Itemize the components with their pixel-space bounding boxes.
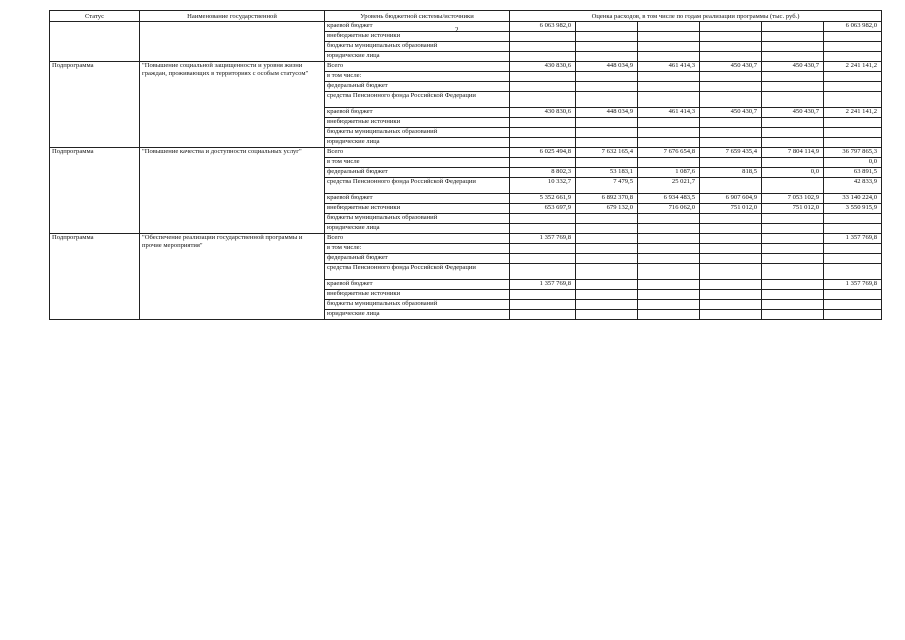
value-cell — [576, 254, 638, 264]
value-cell — [510, 214, 576, 224]
value-cell: 6 063 982,0 — [510, 22, 576, 32]
section-name: "Обеспечение реализации государственной программы и прочие мероприятия" — [140, 234, 325, 320]
value-cell — [576, 32, 638, 42]
value-cell — [510, 158, 576, 168]
value-cell — [700, 300, 762, 310]
value-cell — [576, 42, 638, 52]
value-cell — [638, 244, 700, 254]
value-cell — [638, 264, 700, 280]
value-cell — [824, 138, 882, 148]
value-cell — [700, 254, 762, 264]
value-cell — [762, 254, 824, 264]
value-cell: 7 632 165,4 — [576, 148, 638, 158]
row-label: краевой бюджет — [325, 22, 510, 32]
value-cell: 716 062,0 — [638, 204, 700, 214]
value-cell — [510, 300, 576, 310]
row-label: в том числе — [325, 158, 510, 168]
table-body — [50, 22, 882, 320]
value-cell — [576, 52, 638, 62]
value-cell: 1 357 769,8 — [824, 280, 882, 290]
value-cell — [576, 310, 638, 320]
page-number: 2 — [455, 26, 459, 34]
value-cell — [762, 138, 824, 148]
value-cell — [510, 118, 576, 128]
value-cell — [762, 300, 824, 310]
section-name — [140, 22, 325, 62]
value-cell — [638, 42, 700, 52]
value-cell: 1 087,6 — [638, 168, 700, 178]
value-cell — [700, 244, 762, 254]
value-cell — [576, 280, 638, 290]
section-status: Подпрограмма — [50, 234, 140, 320]
section-name: "Повышение социальной защищенности и уровня жизни граждан, проживающих в территориях с особым статусом" — [140, 62, 325, 148]
value-cell — [510, 290, 576, 300]
value-cell — [510, 244, 576, 254]
value-cell: 25 021,7 — [638, 178, 700, 194]
row-label: федеральный бюджет — [325, 254, 510, 264]
table-row — [50, 148, 882, 158]
value-cell — [638, 300, 700, 310]
value-cell — [762, 290, 824, 300]
value-cell — [762, 214, 824, 224]
value-cell — [576, 224, 638, 234]
value-cell — [638, 72, 700, 82]
value-cell — [510, 52, 576, 62]
row-label: краевой бюджет — [325, 280, 510, 290]
header-estimate: Оценка расходов, в том числе по годам реализации программы (тыс. руб.) — [510, 11, 882, 22]
value-cell — [700, 290, 762, 300]
value-cell — [762, 244, 824, 254]
value-cell — [510, 138, 576, 148]
value-cell — [576, 22, 638, 32]
value-cell — [700, 92, 762, 108]
value-cell — [576, 82, 638, 92]
value-cell — [762, 72, 824, 82]
value-cell — [510, 82, 576, 92]
value-cell: 751 012,0 — [700, 204, 762, 214]
row-label: краевой бюджет — [325, 108, 510, 118]
value-cell: 42 833,9 — [824, 178, 882, 194]
row-label: средства Пенсионного фонда Российской Федерации — [325, 264, 510, 280]
row-label: Всего — [325, 62, 510, 72]
value-cell — [576, 138, 638, 148]
value-cell — [824, 264, 882, 280]
row-label: краевой бюджет — [325, 194, 510, 204]
value-cell — [700, 52, 762, 62]
value-cell — [638, 224, 700, 234]
value-cell — [824, 290, 882, 300]
value-cell — [510, 310, 576, 320]
value-cell — [824, 52, 882, 62]
table-row — [50, 234, 882, 244]
value-cell: 0,0 — [762, 168, 824, 178]
value-cell: 2 241 141,2 — [824, 62, 882, 72]
row-label: юридические лица — [325, 138, 510, 148]
value-cell: 448 034,9 — [576, 108, 638, 118]
value-cell — [510, 72, 576, 82]
value-cell — [700, 264, 762, 280]
value-cell: 430 830,6 — [510, 108, 576, 118]
value-cell — [824, 92, 882, 108]
section-name: "Повышение качества и доступности социальных услуг" — [140, 148, 325, 234]
value-cell — [638, 280, 700, 290]
value-cell — [700, 32, 762, 42]
value-cell — [638, 158, 700, 168]
value-cell: 8 802,3 — [510, 168, 576, 178]
value-cell — [762, 22, 824, 32]
value-cell: 7 659 435,4 — [700, 148, 762, 158]
value-cell — [510, 92, 576, 108]
value-cell: 0,0 — [824, 158, 882, 168]
value-cell: 6 907 604,9 — [700, 194, 762, 204]
value-cell — [576, 300, 638, 310]
table-row — [50, 62, 882, 72]
section-status: Подпрограмма — [50, 148, 140, 234]
value-cell — [762, 280, 824, 290]
value-cell — [762, 310, 824, 320]
row-label: юридические лица — [325, 224, 510, 234]
row-label: в том числе: — [325, 244, 510, 254]
value-cell: 653 697,9 — [510, 204, 576, 214]
value-cell — [824, 82, 882, 92]
value-cell: 6 892 370,8 — [576, 194, 638, 204]
row-label: юридические лица — [325, 52, 510, 62]
value-cell: 3 550 915,9 — [824, 204, 882, 214]
value-cell — [510, 264, 576, 280]
row-label: в том числе: — [325, 72, 510, 82]
value-cell: 36 797 865,3 — [824, 148, 882, 158]
value-cell — [762, 128, 824, 138]
value-cell — [576, 72, 638, 82]
table-row — [50, 22, 882, 32]
value-cell — [510, 32, 576, 42]
value-cell: 461 414,3 — [638, 108, 700, 118]
value-cell — [576, 214, 638, 224]
value-cell: 10 332,7 — [510, 178, 576, 194]
value-cell — [762, 234, 824, 244]
value-cell — [576, 92, 638, 108]
value-cell — [700, 42, 762, 52]
value-cell — [700, 82, 762, 92]
value-cell: 448 034,9 — [576, 62, 638, 72]
value-cell — [510, 128, 576, 138]
value-cell — [638, 128, 700, 138]
value-cell — [700, 72, 762, 82]
value-cell — [762, 118, 824, 128]
value-cell — [700, 118, 762, 128]
value-cell: 7 804 114,9 — [762, 148, 824, 158]
value-cell: 818,5 — [700, 168, 762, 178]
value-cell — [576, 118, 638, 128]
value-cell — [700, 158, 762, 168]
value-cell: 7 053 102,9 — [762, 194, 824, 204]
value-cell: 2 241 141,2 — [824, 108, 882, 118]
value-cell — [700, 22, 762, 32]
value-cell — [824, 300, 882, 310]
row-label: средства Пенсионного фонда Российской Федерации — [325, 92, 510, 108]
row-label: бюджеты муниципальных образований — [325, 128, 510, 138]
row-label: федеральный бюджет — [325, 82, 510, 92]
row-label: Всего — [325, 148, 510, 158]
row-label: бюджеты муниципальных образований — [325, 42, 510, 52]
section-status — [50, 22, 140, 62]
value-cell — [638, 22, 700, 32]
value-cell — [824, 32, 882, 42]
row-label: внебюджетные источники — [325, 32, 510, 42]
value-cell — [638, 52, 700, 62]
value-cell — [824, 128, 882, 138]
value-cell — [700, 310, 762, 320]
value-cell — [700, 128, 762, 138]
value-cell: 6 063 982,0 — [824, 22, 882, 32]
value-cell — [762, 264, 824, 280]
value-cell: 1 357 769,8 — [510, 234, 576, 244]
row-label: Всего — [325, 234, 510, 244]
value-cell — [824, 118, 882, 128]
value-cell — [638, 32, 700, 42]
value-cell — [576, 128, 638, 138]
value-cell: 679 132,0 — [576, 204, 638, 214]
row-label: федеральный бюджет — [325, 168, 510, 178]
value-cell — [824, 214, 882, 224]
value-cell — [762, 32, 824, 42]
value-cell: 6 025 494,8 — [510, 148, 576, 158]
value-cell: 1 357 769,8 — [510, 280, 576, 290]
row-label: бюджеты муниципальных образований — [325, 300, 510, 310]
value-cell: 450 430,7 — [762, 108, 824, 118]
header-name: Наименование государственной — [140, 11, 325, 22]
header-level: Уровень бюджетной системы/источники — [325, 11, 510, 22]
value-cell: 63 891,5 — [824, 168, 882, 178]
value-cell: 33 140 224,0 — [824, 194, 882, 204]
value-cell — [762, 82, 824, 92]
value-cell — [638, 92, 700, 108]
value-cell — [700, 280, 762, 290]
value-cell — [638, 82, 700, 92]
value-cell — [762, 92, 824, 108]
row-label: внебюджетные источники — [325, 290, 510, 300]
value-cell: 450 430,7 — [762, 62, 824, 72]
value-cell — [762, 158, 824, 168]
row-label: юридические лица — [325, 310, 510, 320]
value-cell — [700, 138, 762, 148]
value-cell — [762, 178, 824, 194]
value-cell — [700, 224, 762, 234]
value-cell — [824, 310, 882, 320]
value-cell — [824, 72, 882, 82]
value-cell — [762, 224, 824, 234]
value-cell: 751 012,0 — [762, 204, 824, 214]
value-cell: 5 352 661,9 — [510, 194, 576, 204]
value-cell — [762, 52, 824, 62]
value-cell — [576, 244, 638, 254]
value-cell: 1 357 769,8 — [824, 234, 882, 244]
value-cell: 53 183,1 — [576, 168, 638, 178]
value-cell: 430 830,6 — [510, 62, 576, 72]
value-cell — [576, 264, 638, 280]
value-cell — [824, 224, 882, 234]
value-cell: 7 676 654,8 — [638, 148, 700, 158]
value-cell — [510, 42, 576, 52]
value-cell — [638, 214, 700, 224]
value-cell — [576, 234, 638, 244]
value-cell — [700, 214, 762, 224]
row-label: внебюджетные источники — [325, 118, 510, 128]
row-label: средства Пенсионного фонда Российской Федерации — [325, 178, 510, 194]
row-label: бюджеты муниципальных образований — [325, 214, 510, 224]
value-cell — [700, 234, 762, 244]
value-cell — [510, 224, 576, 234]
value-cell: 6 934 483,5 — [638, 194, 700, 204]
value-cell: 450 430,7 — [700, 108, 762, 118]
value-cell — [638, 290, 700, 300]
row-label: внебюджетные источники — [325, 204, 510, 214]
header-status: Статус — [50, 11, 140, 22]
value-cell — [638, 234, 700, 244]
value-cell — [638, 118, 700, 128]
value-cell — [638, 138, 700, 148]
value-cell — [510, 254, 576, 264]
value-cell — [576, 290, 638, 300]
value-cell — [638, 254, 700, 264]
value-cell — [638, 310, 700, 320]
value-cell — [700, 178, 762, 194]
value-cell — [824, 244, 882, 254]
value-cell — [824, 42, 882, 52]
budget-table — [49, 10, 882, 320]
value-cell — [576, 158, 638, 168]
value-cell: 7 479,5 — [576, 178, 638, 194]
section-status: Подпрограмма — [50, 62, 140, 148]
value-cell: 450 430,7 — [700, 62, 762, 72]
value-cell: 461 414,3 — [638, 62, 700, 72]
value-cell — [824, 254, 882, 264]
value-cell — [762, 42, 824, 52]
table-header-row — [50, 11, 882, 22]
